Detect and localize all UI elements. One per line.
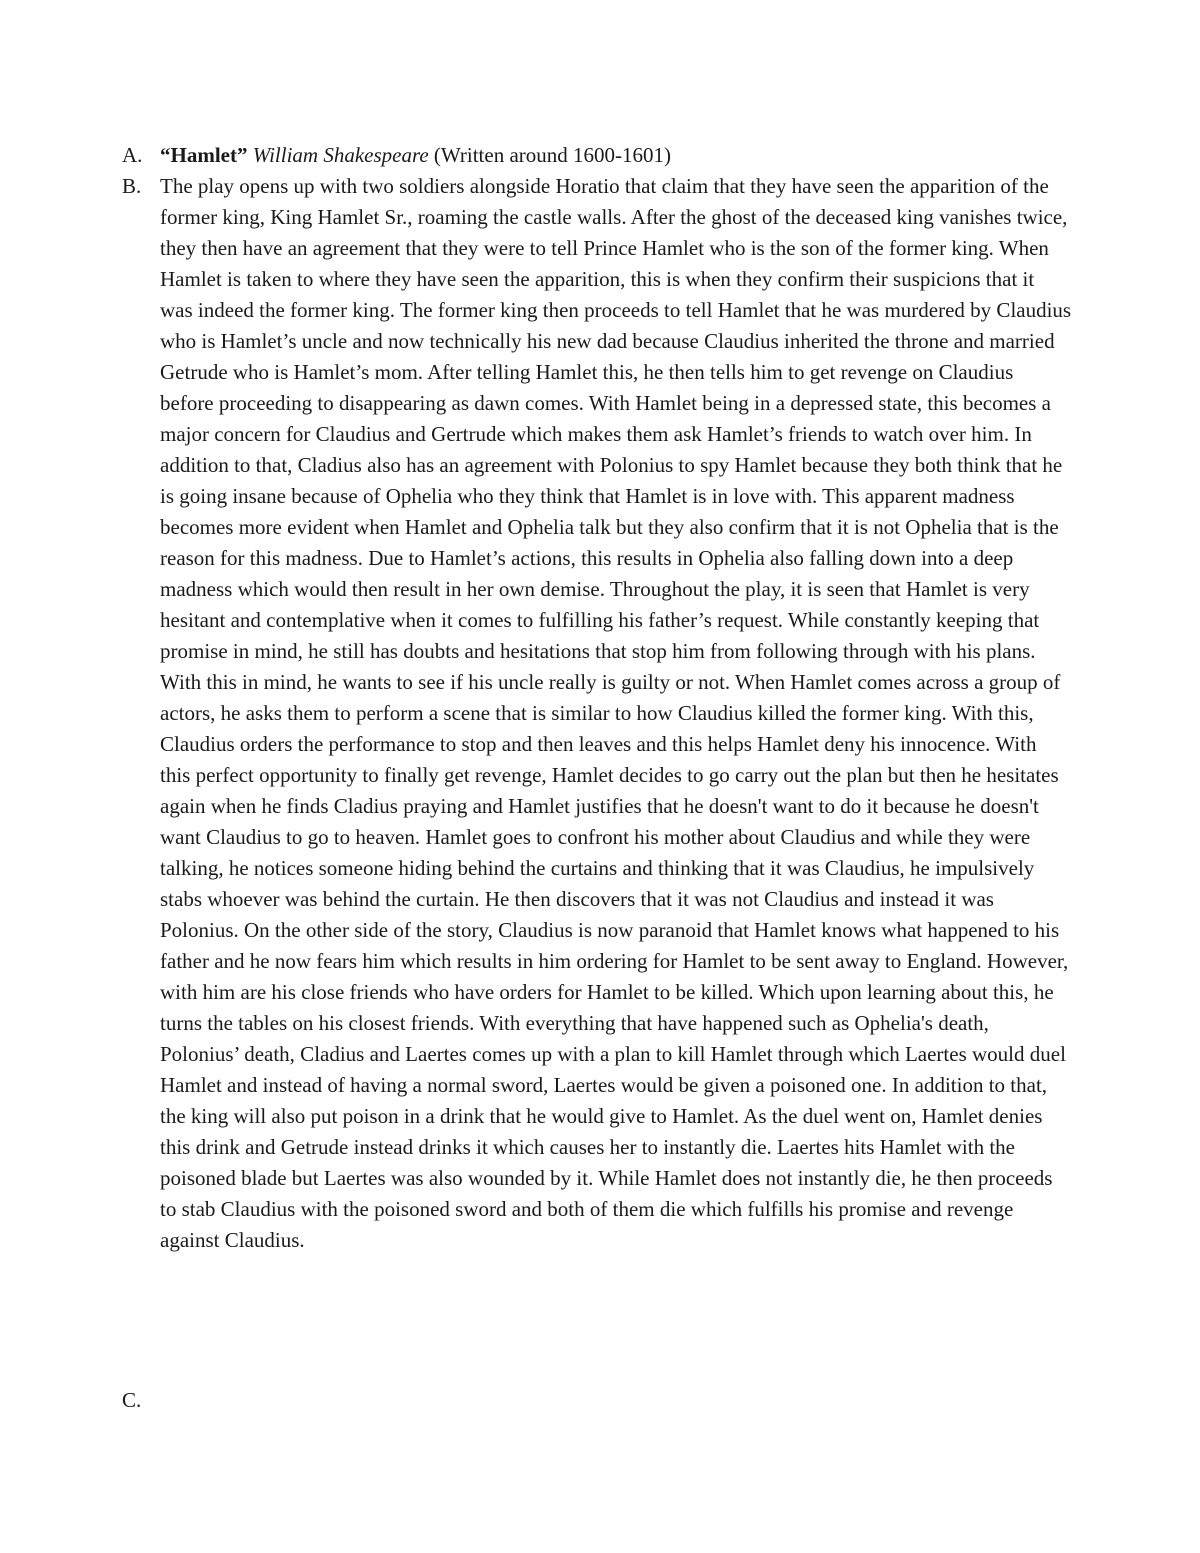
date-note: (Written around 1600-1601) <box>433 143 672 167</box>
outline-item-a <box>122 140 1072 171</box>
list-marker-c: C. <box>122 1388 142 1412</box>
author-name: William Shakespeare <box>252 143 429 167</box>
outline-item-b <box>122 171 1072 1256</box>
list-marker-a: A. <box>122 143 143 167</box>
work-title: “Hamlet” <box>160 143 248 167</box>
list-marker-b: B. <box>122 174 142 198</box>
item-a-content <box>160 140 1072 171</box>
plot-summary-paragraph: The play opens up with two soldiers alongside Horatio that claim that they have seen the apparition of the former king, King Hamlet Sr., roaming the castle walls. After the ghost of the deceased king vanishes twice, they then have an agreement that they were to tell Prince Hamlet who is the son of the former king. When Hamlet is taken to where they have seen the apparition, this is when they confirm their suspicions that it was indeed the former king. The former king then proceeds to tell Hamlet that he was murdered by Claudius who is Hamlet’s uncle and now technically his new dad because Claudius inherited the throne and married Getrude who is Hamlet’s mom. After telling Hamlet this, he then tells him to get revenge on Claudius before proceeding to disappearing as dawn comes. With Hamlet being in a depressed state, this becomes a major concern for Claudius and Gertrude which makes them ask Hamlet’s friends to watch over him. In addition to that, Cladius also has an agreement with Polonius to spy Hamlet because they both think that he is going insane because of Ophelia who they think that Hamlet is in love with. This apparent madness becomes more evident when Hamlet and Ophelia talk but they also confirm that it is not Ophelia that is the reason for this madness. Due to Hamlet’s actions, this results in Ophelia also falling down into a deep madness which would then result in her own demise. Throughout the play, it is seen that Hamlet is very hesitant and contemplative when it comes to fulfilling his father’s request. While constantly keeping that promise in mind, he still has doubts and hesitations that stop him from following through with his plans. With this in mind, he wants to see if his uncle really is guilty or not. When Hamlet comes across a group of actors, he asks them to perform a scene that is similar to how Claudius killed the former king. With this, Claudius orders the performance to stop and then leaves and this helps Hamlet deny his innocence. With this perfect opportunity to finally get revenge, Hamlet decides to go carry out the plan but then he hesitates again when he finds Cladius praying and Hamlet justifies that he doesn't want to do it because he doesn't want Claudius to go to heaven. Hamlet goes to confront his mother about Claudius and while they were talking, he notices someone hiding behind the curtains and thinking that it was Claudius, he impulsively stabs whoever was behind the curtain. He then discovers that it was not Claudius and instead it was Polonius. On the other side of the story, Claudius is now paranoid that Hamlet knows what happened to his father and he now fears him which results in him ordering for Hamlet to be sent away to England. However, with him are his close friends who have orders for Hamlet to be killed. Which upon learning about this, he turns the tables on his closest friends. With everything that have happened such as Ophelia's death, Polonius’ death, Cladius and Laertes comes up with a plan to kill Hamlet through which Laertes would duel Hamlet and instead of having a normal sword, Laertes would be given a poisoned one. In addition to that, the king will also put poison in a drink that he would give to Hamlet. As the duel went on, Hamlet denies this drink and Getrude instead drinks it which causes her to instantly die. Laertes hits Hamlet with the poisoned blade but Laertes was also wounded by it. While Hamlet does not instantly die, he then proceeds to stab Claudius with the poisoned sword and both of them die which fulfills his promise and revenge against Claudius. <box>160 174 1072 1252</box>
